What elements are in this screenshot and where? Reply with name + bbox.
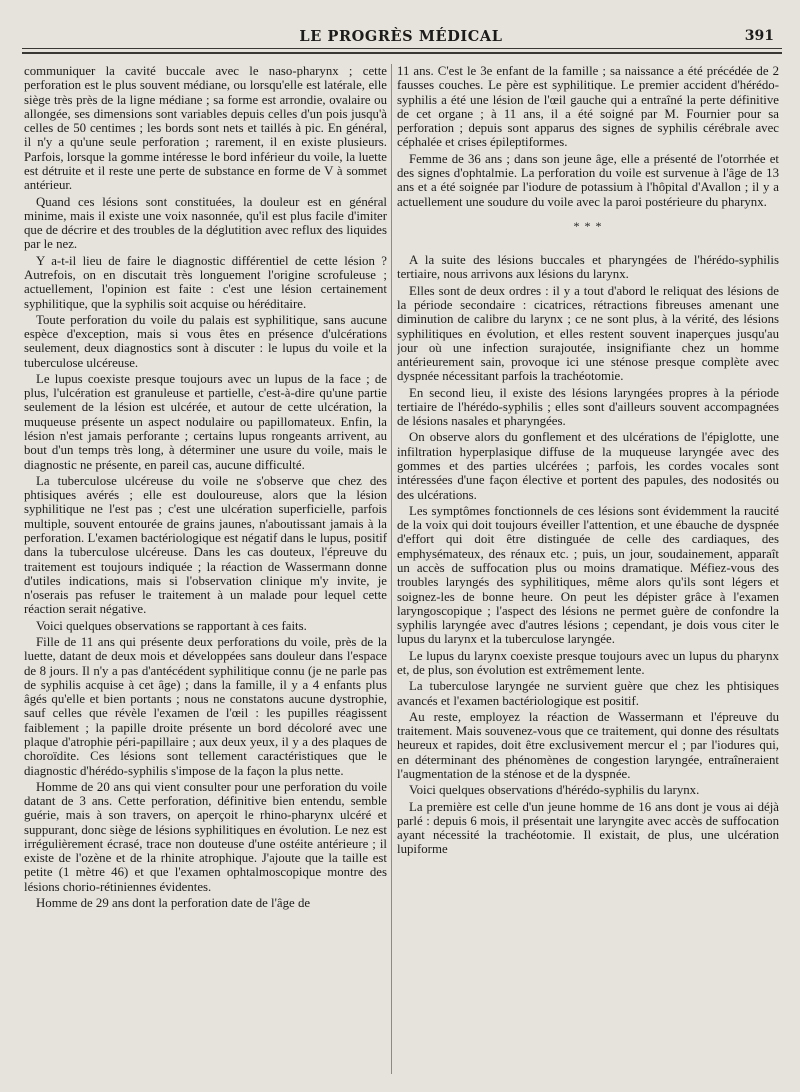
paragraph: Voici quelques observations d'hérédo-syphilis du larynx. <box>409 783 700 798</box>
paragraph: Femme de 36 ans ; dans son jeune âge, elle a présenté de l'otorrhée et des signes d'ophtalmie. La perforation du voile est survenue à l'âge de 13 ans et a été soignée par l'iodure de potassium à l'hôpital d'Avallon ; il y a actuellement une soudure du voile avec la paroi postérieure du pharynx. <box>397 151 779 209</box>
paragraph: Y a-t-il lieu de faire le diagnostic différentiel de cette lésion ? Autrefois, on en discutait très longuement l'origine scrofuleuse ; actuellement, l'opinion est faite : c'est une lésion certainement syphilitique, que la syphilis soit acquise ou héréditaire. <box>24 253 387 311</box>
paragraph: La tuberculose laryngée ne survient guère que chez les phtisiques avancés et l'examen bactériologique est positif. <box>397 679 779 708</box>
header-rule-thick <box>22 52 782 54</box>
paragraph: Les symptômes fonctionnels de ces lésions sont évidemment la raucité de la voix qui doit toujours éveiller l'attention, et une ébauche de dyspnée d'effort qui doit être distinguée de celle des cardiaques, des emphysémateux, des rénaux etc. ; puis, un jour, soudainement, apparaît un accès de suffocation plus ou moins dramatique. Méfiez-vous des troubles laryngés des syphilitiques, même alors qu'ils sont légers et soignez-les de bonne heure. On peut les dépister grâce à l'examen laryngoscopique ; l'aspect des lésions ne permet guère de confondre la syphilis laryngée avec d'autres lésions ; cependant, je dois vous citer le lupus du larynx et la tuberculose laryngée. <box>397 503 779 647</box>
paragraph: Le lupus du larynx coexiste presque toujours avec un lupus du pharynx et, de plus, son évolution est extrêmement lente. <box>397 648 779 677</box>
column-divider <box>391 64 392 1074</box>
page-number: 391 <box>744 28 774 44</box>
paragraph: Voici quelques observations se rapportant à ces faits. <box>36 618 307 633</box>
right-column <box>397 64 779 1084</box>
paragraph: En second lieu, il existe des lésions laryngées propres à la période tertiaire de l'hérédo-syphilis ; elles sont d'ailleurs souvent accompagnées de lésions nasales et pharyngées. <box>397 385 779 429</box>
paragraph: A la suite des lésions buccales et pharyngées de l'hérédo-syphilis tertiaire, nous arrivons aux lésions du larynx. <box>397 253 779 282</box>
section-separator: * * * <box>573 218 603 233</box>
paragraph: On observe alors du gonflement et des ulcérations de l'épiglotte, une infiltration hyperplasique diffuse de la muqueuse laryngée avec des gommes et des parties ulcérées ; parfois, les cordes vocales sont intéressées d'une façon élective et portent des papules, des nodosités ou des ulcérations. <box>397 430 779 502</box>
journal-title: LE PROGRÈS MÉDICAL <box>299 28 503 45</box>
paragraph: 11 ans. C'est le 3e enfant de la famille ; sa naissance a été précédée de 2 fausses couches. Le père est syphilitique. Le premier accident d'hérédo-syphilis a été une lésion de l'œil gauche qui a entraîné la perte définitive de cet organe ; à 11 ans, il a été soigné par M. Fournier pour sa perforation ; depuis sont apparus des signes de syphilis cérébrale avec céphalée et crises épileptiformes. <box>397 64 779 150</box>
paragraph: Elles sont de deux ordres : il y a tout d'abord le reliquat des lésions de la période secondaire : cicatrices, rétractions fibreuses amenant une diminution de calibre du larynx ; ce ne sont plus, à la vérité, des lésions syphilitiques en évolution, et elles restent souvent inaperçues jusqu'au jour où une infection surajoutée, insignifiante chez un homme antérieurement sain, provoque ici une sténose presque complète avec dyspnée nécessitant parfois la trachéotomie. <box>397 283 779 384</box>
paragraph: Fille de 11 ans qui présente deux perforations du voile, près de la luette, datant de deux mois et développées sans douleur dans l'espace de 8 jours. Il n'y a pas d'antécédent syphilitique connu (je ne parle pas de syphilis acquise à cet âge) ; dans la famille, il y a 4 enfants plus âgés qu'elle et bien portants ; nous ne constatons aucune dystrophie, sauf celles que révèle l'examen de l'œil : les pupilles réagissent faiblement ; la papille droite présente un bord décoloré avec une plaque d'atrophie péri-papillaire ; aux deux yeux, il y a des plaques de choroïdite. Ces lésions sont tellement caractéristiques que le diagnostic d'hérédo-syphilis s'impose de la façon la plus nette. <box>24 634 387 778</box>
paragraph: Le lupus coexiste presque toujours avec un lupus de la face ; de plus, l'ulcération est granuleuse et partielle, c'est-à-dire qu'une partie seulement de la lésion est ulcérée, et autour de cette ulcération, la muqueuse présente un aspect nodulaire ou papillomateux. Enfin, la lésion n'est jamais perforante ; certains lupus rongeants arrivent, au bout d'un temps très long, à déterminer une usure du voile, mais le diagnostic ne présente, en pareil cas, aucune difficulté. <box>24 371 387 472</box>
paragraph: Au reste, employez la réaction de Wassermann et l'épreuve du traitement. Mais souvenez-vous que ce traitement, qui donne des résultats heureux et rapides, doit être exclusivement mercur el ; par l'iodures qui, en déterminant des phénomènes de congestion laryngée, entraîneraient l'augmentation de la sténose et de la dyspnée. <box>397 709 779 781</box>
paragraph: La première est celle d'un jeune homme de 16 ans dont je vous ai déjà parlé : depuis 6 mois, il présentait une laryngite avec accès de suffocation ayant nécessité la trachéotomie. Il existait, de plus, une ulcération lupiforme <box>397 799 779 857</box>
paragraph: La tuberculose ulcéreuse du voile ne s'observe que chez des phtisiques avérés ; elle est douloureuse, alors que la lésion syphilitique ne l'est pas ; c'est une ulcération superficielle, parfois multiple, souvent entourée de grains jaunes, n'aboutissant jamais à la perforation. L'examen bactériologique est négatif dans le lupus, positif dans la tuberculose ulcéreuse. Dans les cas douteux, l'épreuve du traitement est toujours indiquée ; la réaction de Wassermann donne d'utiles indications, mais si l'observation clinique m'y invite, je n'oserais pas refuser le traitement à un malade pour lequel cette réaction serait négative. <box>24 473 387 617</box>
paragraph: Homme de 29 ans dont la perforation date de l'âge de <box>36 896 311 911</box>
paragraph: Toute perforation du voile du palais est syphilitique, sans aucune espèce d'exception, mais si vous êtes en présence d'ulcérations seulement, deux diagnostics sont à discuter : le lupus du voile et la tuberculose ulcéreuse. <box>24 312 387 370</box>
paragraph: Homme de 20 ans qui vient consulter pour une perforation du voile datant de 3 ans. Cette perforation, définitive bien entendu, semble guérie, mais à son travers, on aperçoit le rhino-pharynx ulcéré et suppurant, donc siège de lésions syphilitiques en évolution. Le nez est irrégulièrement écrasé, trace non douteuse d'une ostéite antérieure ; il existe de l'ozène et de la rhinite atrophique. J'ajoute que la taille est petite (1 mètre 46) et que l'examen ophtalmoscopique montre des lésions chorio-rétiniennes évidentes. <box>24 779 387 894</box>
page-header <box>22 26 780 48</box>
paragraph: communiquer la cavité buccale avec le naso-pharynx ; cette perforation est le plus souvent médiane, ou lorsqu'elle est latérale, elle siège très près de la ligne médiane ; sa forme est arrondie, ovalaire ou allongée, ses dimensions sont variables depuis celles d'un pois jusqu'à celles de 50 centimes ; les bords sont nets et taillés à pic. En général, il n'y a qu'une seule perforation ; rarement, il en existe plusieurs. Parfois, lorsque la gomme intéresse le bord inférieur du voile, la luette est détruite et il reste une perte de substance en forme de V à sommet antérieur. <box>24 64 387 193</box>
paragraph: Quand ces lésions sont constituées, la douleur est en général minime, mais il existe une voix nasonnée, qu'il est plus facile d'imiter que de décrire et des troubles de la déglutition avec reflux des liquides par le nez. <box>24 194 387 252</box>
left-column <box>24 64 387 1084</box>
header-rule-thin <box>22 48 782 49</box>
